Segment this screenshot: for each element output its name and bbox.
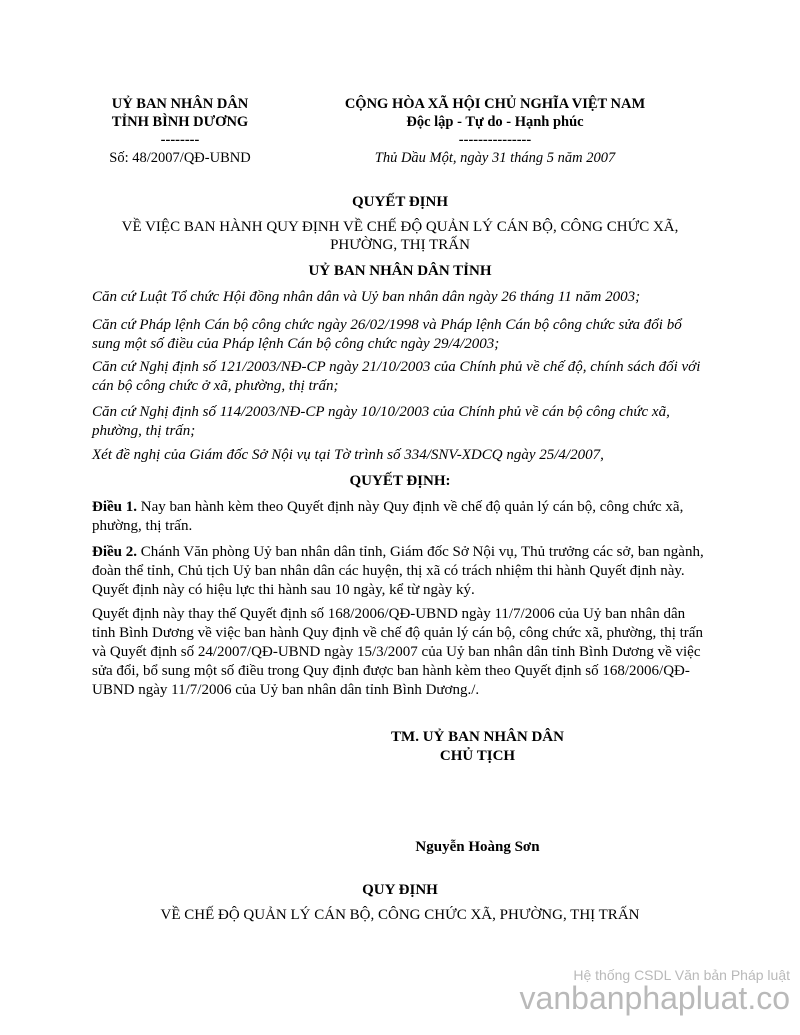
regulation-title: QUY ĐỊNH <box>362 882 438 898</box>
legal-basis-2: Căn cứ Pháp lệnh Cán bộ công chức ngày 26/02/1998 và Pháp lệnh Cán bộ công chức sửa đổi bổ sung một số điều của Pháp lệnh Cán bộ công chức ngày 29/4/2003; <box>92 317 682 352</box>
legal-basis-4: Căn cứ Nghị định số 114/2003/NĐ-CP ngày 10/10/2003 của Chính phủ về cán bộ công chức xã, phường, thị trấn; <box>92 404 670 439</box>
decision-subject-line-2: PHƯỜNG, THỊ TRẤN <box>330 237 470 253</box>
agency-name: UỶ BAN NHÂN DÂN <box>111 96 249 112</box>
decision-subject-line-1: VỀ VIỆC BAN HÀNH QUY ĐỊNH VỀ CHẾ ĐỘ QUẢN LÝ CÁN BỘ, CÔNG CHỨC XÃ, <box>121 219 679 235</box>
issuing-body: UỶ BAN NHÂN DÂN TỈNH <box>308 263 492 279</box>
article-2-label: Điều 2. <box>92 544 137 560</box>
national-motto: Độc lập - Tự do - Hạnh phúc <box>406 114 584 130</box>
legal-basis-3: Căn cứ Nghị định số 121/2003/NĐ-CP ngày 21/10/2003 của Chính phủ về chế độ, chính sách đối với cán bộ công chức ở xã, phường, thị trấn; <box>92 359 701 394</box>
nation-header <box>290 95 700 167</box>
replacement-clause: Quyết định này thay thế Quyết định số 168/2006/QĐ-UBND ngày 11/7/2006 của Uỷ ban nhân dân tỉnh Bình Dương về việc ban hành Quy định về chế độ quản lý cán bộ, công chức xã, phường, thị trấn và Quyết định số 24/2007/QĐ-UBND ngày 15/3/2007 của Uỷ ban nhân dân tỉnh Bình Dương về việc sửa đổi, bổ sung một số điều trong Quy định được ban hành kèm theo Quyết định số 168/2006/QĐ-UBND ngày 11/7/2006 của Uỷ ban nhân dân tỉnh Bình Dương./. <box>92 606 703 698</box>
right-divider: --------------- <box>458 132 532 148</box>
document-number: Số: 48/2007/QĐ-UBND <box>109 150 251 166</box>
agency-header <box>90 95 270 167</box>
signature-on-behalf: TM. UỶ BAN NHÂN DÂN <box>391 729 564 745</box>
watermark-site[interactable]: vanbanphapluat.co <box>519 980 790 1016</box>
article-1-text: Nay ban hành kèm theo Quyết định này Quy định về chế độ quản lý cán bộ, công chức xã, phường, thị trấn. <box>92 499 684 534</box>
legal-basis-5: Xét đề nghị của Giám đốc Sở Nội vụ tại Tờ trình số 334/SNV-XDCQ ngày 25/4/2007, <box>92 447 604 463</box>
signer-name: Nguyễn Hoàng Sơn <box>415 839 540 855</box>
issue-date: Thủ Dầu Một, ngày 31 tháng 5 năm 2007 <box>374 150 616 166</box>
signature-position: CHỦ TỊCH <box>439 748 516 764</box>
regulation-subject: VỀ CHẾ ĐỘ QUẢN LÝ CÁN BỘ, CÔNG CHỨC XÃ, PHƯỜNG, THỊ TRẤN <box>160 907 640 923</box>
watermark-system: Hệ thống CSDL Văn bản Pháp luật <box>573 967 790 983</box>
article-1-label: Điều 1. <box>92 499 137 515</box>
nation-name: CỘNG HÒA XÃ HỘI CHỦ NGHĨA VIỆT NAM <box>344 96 646 112</box>
decides-heading: QUYẾT ĐỊNH: <box>349 473 451 489</box>
left-divider: -------- <box>160 132 200 148</box>
article-2 <box>92 543 712 600</box>
article-2-text: Chánh Văn phòng Uỷ ban nhân dân tỉnh, Giám đốc Sở Nội vụ, Thủ trưởng các sở, ban ngành, đoàn thể tỉnh, Chủ tịch Uỷ ban nhân dân các huyện, thị xã có trách nhiệm thi hành Quyết định này. Quyết định này có hiệu lực thi hành sau 10 ngày, kể từ ngày ký. <box>92 544 704 598</box>
article-1 <box>92 498 712 536</box>
province-name: TỈNH BÌNH DƯƠNG <box>111 114 249 130</box>
legal-basis-1: Căn cứ Luật Tổ chức Hội đồng nhân dân và Uỷ ban nhân dân ngày 26 tháng 11 năm 2003; <box>92 289 641 305</box>
decision-title: QUYẾT ĐỊNH <box>352 194 448 210</box>
